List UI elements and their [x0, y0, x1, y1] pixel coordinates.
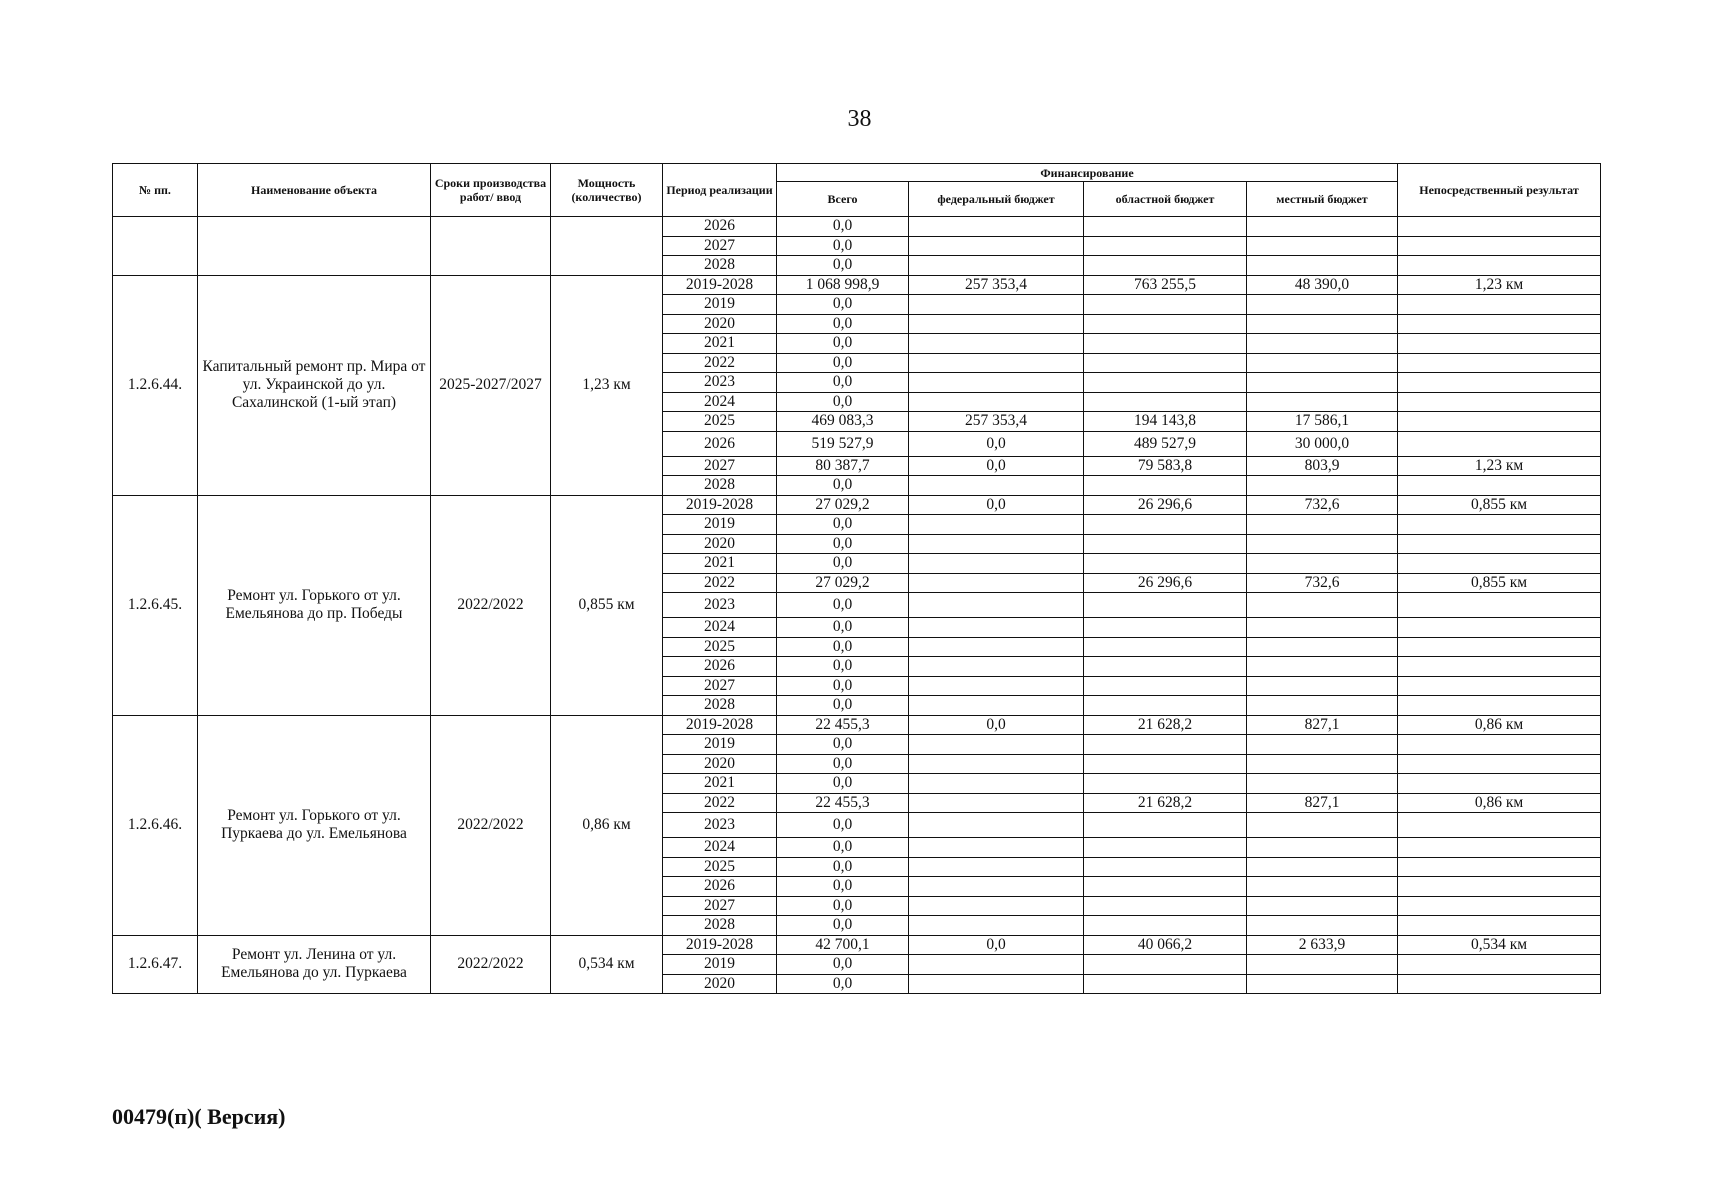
cell-local — [1247, 774, 1398, 794]
cell-regional: 79 583,8 — [1084, 456, 1247, 476]
object-power — [551, 217, 663, 276]
cell-result — [1398, 217, 1601, 237]
cell-federal — [909, 857, 1084, 877]
cell-total: 80 387,7 — [777, 456, 909, 476]
cell-local — [1247, 637, 1398, 657]
cell-total: 22 455,3 — [777, 793, 909, 813]
cell-total: 469 083,3 — [777, 412, 909, 432]
object-terms — [431, 217, 551, 276]
cell-local — [1247, 838, 1398, 858]
cell-total: 0,0 — [777, 392, 909, 412]
object-terms: 2022/2022 — [431, 935, 551, 994]
cell-federal — [909, 618, 1084, 638]
cell-period: 2022 — [663, 573, 777, 593]
cell-total: 0,0 — [777, 554, 909, 574]
cell-local — [1247, 916, 1398, 936]
cell-total: 0,0 — [777, 515, 909, 535]
cell-period: 2028 — [663, 256, 777, 276]
cell-result — [1398, 373, 1601, 393]
cell-federal — [909, 676, 1084, 696]
cell-result — [1398, 754, 1601, 774]
cell-local — [1247, 735, 1398, 755]
cell-period: 2027 — [663, 896, 777, 916]
cell-total: 0,0 — [777, 974, 909, 994]
cell-regional — [1084, 637, 1247, 657]
cell-result — [1398, 955, 1601, 975]
cell-regional — [1084, 657, 1247, 677]
cell-result — [1398, 813, 1601, 838]
object-name: Капитальный ремонт пр. Мира от ул. Украинской до ул. Сахалинской (1-ый этап) — [198, 275, 431, 495]
cell-regional: 21 628,2 — [1084, 715, 1247, 735]
cell-result — [1398, 534, 1601, 554]
cell-federal — [909, 754, 1084, 774]
cell-result — [1398, 334, 1601, 354]
object-name — [198, 217, 431, 276]
cell-total: 0,0 — [777, 373, 909, 393]
object-number: 1.2.6.47. — [113, 935, 198, 994]
cell-regional — [1084, 314, 1247, 334]
cell-local — [1247, 813, 1398, 838]
cell-regional: 763 255,5 — [1084, 275, 1247, 295]
object-name: Ремонт ул. Горького от ул. Пуркаева до ул. Емельянова — [198, 715, 431, 935]
header-power: Мощность (количество) — [551, 164, 663, 217]
cell-result — [1398, 676, 1601, 696]
cell-local — [1247, 676, 1398, 696]
cell-federal — [909, 593, 1084, 618]
cell-federal: 0,0 — [909, 715, 1084, 735]
cell-regional — [1084, 813, 1247, 838]
cell-total: 0,0 — [777, 754, 909, 774]
cell-federal — [909, 573, 1084, 593]
cell-regional — [1084, 877, 1247, 897]
cell-total: 0,0 — [777, 295, 909, 315]
header-terms: Сроки производства работ/ ввод — [431, 164, 551, 217]
cell-result: 0,855 км — [1398, 573, 1601, 593]
cell-period: 2023 — [663, 373, 777, 393]
cell-result — [1398, 735, 1601, 755]
cell-period: 2019 — [663, 955, 777, 975]
cell-regional — [1084, 735, 1247, 755]
cell-local — [1247, 534, 1398, 554]
object-power: 0,534 км — [551, 935, 663, 994]
cell-result — [1398, 637, 1601, 657]
cell-federal — [909, 877, 1084, 897]
cell-federal: 0,0 — [909, 456, 1084, 476]
cell-result — [1398, 353, 1601, 373]
cell-total: 519 527,9 — [777, 431, 909, 456]
cell-result — [1398, 476, 1601, 496]
cell-federal — [909, 813, 1084, 838]
cell-local — [1247, 334, 1398, 354]
cell-period: 2024 — [663, 618, 777, 638]
cell-federal: 0,0 — [909, 431, 1084, 456]
cell-result — [1398, 618, 1601, 638]
cell-total: 0,0 — [777, 813, 909, 838]
cell-total: 0,0 — [777, 896, 909, 916]
cell-period: 2019-2028 — [663, 715, 777, 735]
cell-local — [1247, 314, 1398, 334]
cell-federal — [909, 793, 1084, 813]
cell-local — [1247, 236, 1398, 256]
cell-total: 0,0 — [777, 657, 909, 677]
cell-period: 2028 — [663, 916, 777, 936]
cell-regional — [1084, 353, 1247, 373]
cell-total: 0,0 — [777, 955, 909, 975]
cell-result: 0,855 км — [1398, 495, 1601, 515]
cell-federal — [909, 353, 1084, 373]
cell-federal — [909, 314, 1084, 334]
table-row — [113, 275, 1601, 295]
cell-regional — [1084, 754, 1247, 774]
cell-result — [1398, 256, 1601, 276]
cell-result — [1398, 857, 1601, 877]
cell-federal: 0,0 — [909, 935, 1084, 955]
cell-regional — [1084, 618, 1247, 638]
cell-total: 0,0 — [777, 618, 909, 638]
cell-result — [1398, 916, 1601, 936]
cell-period: 2025 — [663, 637, 777, 657]
cell-total: 0,0 — [777, 476, 909, 496]
object-power: 0,86 км — [551, 715, 663, 935]
cell-regional — [1084, 373, 1247, 393]
object-power: 0,855 км — [551, 495, 663, 715]
cell-period: 2019 — [663, 735, 777, 755]
cell-regional — [1084, 217, 1247, 237]
cell-regional — [1084, 857, 1247, 877]
cell-period: 2026 — [663, 657, 777, 677]
table-row — [113, 495, 1601, 515]
cell-local: 17 586,1 — [1247, 412, 1398, 432]
cell-period: 2020 — [663, 974, 777, 994]
cell-regional — [1084, 974, 1247, 994]
cell-result — [1398, 838, 1601, 858]
cell-federal — [909, 896, 1084, 916]
cell-regional — [1084, 593, 1247, 618]
cell-total: 0,0 — [777, 334, 909, 354]
cell-period: 2028 — [663, 696, 777, 716]
cell-regional: 26 296,6 — [1084, 495, 1247, 515]
cell-result — [1398, 593, 1601, 618]
table-body — [113, 217, 1601, 994]
cell-local — [1247, 515, 1398, 535]
cell-result: 1,23 км — [1398, 275, 1601, 295]
cell-total: 0,0 — [777, 696, 909, 716]
cell-regional — [1084, 256, 1247, 276]
cell-local — [1247, 618, 1398, 638]
object-number — [113, 217, 198, 276]
cell-local — [1247, 295, 1398, 315]
cell-regional — [1084, 696, 1247, 716]
cell-result — [1398, 236, 1601, 256]
cell-period: 2022 — [663, 353, 777, 373]
cell-regional — [1084, 554, 1247, 574]
cell-regional — [1084, 392, 1247, 412]
cell-total: 0,0 — [777, 236, 909, 256]
object-terms: 2022/2022 — [431, 495, 551, 715]
cell-local — [1247, 955, 1398, 975]
cell-federal: 257 353,4 — [909, 412, 1084, 432]
cell-result — [1398, 295, 1601, 315]
cell-period: 2020 — [663, 534, 777, 554]
financing-table — [112, 163, 1601, 994]
cell-total: 0,0 — [777, 534, 909, 554]
cell-federal — [909, 696, 1084, 716]
cell-federal — [909, 392, 1084, 412]
cell-federal — [909, 657, 1084, 677]
cell-local — [1247, 373, 1398, 393]
cell-period: 2024 — [663, 838, 777, 858]
cell-regional — [1084, 916, 1247, 936]
cell-total: 0,0 — [777, 217, 909, 237]
cell-period: 2021 — [663, 334, 777, 354]
cell-result — [1398, 412, 1601, 432]
cell-result — [1398, 657, 1601, 677]
cell-federal — [909, 955, 1084, 975]
cell-period: 2027 — [663, 236, 777, 256]
cell-local — [1247, 353, 1398, 373]
cell-result: 0,86 км — [1398, 793, 1601, 813]
cell-local: 827,1 — [1247, 715, 1398, 735]
cell-period: 2023 — [663, 593, 777, 618]
cell-regional: 21 628,2 — [1084, 793, 1247, 813]
cell-total: 0,0 — [777, 838, 909, 858]
cell-result — [1398, 314, 1601, 334]
cell-federal — [909, 637, 1084, 657]
cell-federal — [909, 373, 1084, 393]
table-header — [113, 164, 1601, 217]
cell-local — [1247, 256, 1398, 276]
cell-federal — [909, 838, 1084, 858]
cell-total: 0,0 — [777, 314, 909, 334]
cell-total: 27 029,2 — [777, 573, 909, 593]
cell-total: 0,0 — [777, 857, 909, 877]
cell-federal — [909, 515, 1084, 535]
cell-period: 2019-2028 — [663, 275, 777, 295]
cell-result: 0,534 км — [1398, 935, 1601, 955]
cell-regional — [1084, 515, 1247, 535]
cell-period: 2019-2028 — [663, 495, 777, 515]
cell-total: 27 029,2 — [777, 495, 909, 515]
cell-total: 0,0 — [777, 676, 909, 696]
cell-result — [1398, 696, 1601, 716]
cell-federal — [909, 774, 1084, 794]
cell-regional: 40 066,2 — [1084, 935, 1247, 955]
object-name: Ремонт ул. Горького от ул. Емельянова до пр. Победы — [198, 495, 431, 715]
cell-federal — [909, 334, 1084, 354]
cell-period: 2023 — [663, 813, 777, 838]
header-total: Всего — [777, 182, 909, 217]
cell-local: 803,9 — [1247, 456, 1398, 476]
cell-result — [1398, 896, 1601, 916]
cell-local: 30 000,0 — [1247, 431, 1398, 456]
cell-federal — [909, 554, 1084, 574]
cell-total: 42 700,1 — [777, 935, 909, 955]
cell-period: 2019-2028 — [663, 935, 777, 955]
cell-local — [1247, 754, 1398, 774]
cell-local — [1247, 877, 1398, 897]
cell-local — [1247, 896, 1398, 916]
cell-result: 1,23 км — [1398, 456, 1601, 476]
cell-regional: 26 296,6 — [1084, 573, 1247, 593]
cell-regional — [1084, 896, 1247, 916]
header-financing: Финансирование — [777, 164, 1398, 182]
cell-local: 2 633,9 — [1247, 935, 1398, 955]
cell-period: 2022 — [663, 793, 777, 813]
cell-regional — [1084, 676, 1247, 696]
cell-total: 0,0 — [777, 353, 909, 373]
cell-result — [1398, 554, 1601, 574]
object-name: Ремонт ул. Ленина от ул. Емельянова до ул. Пуркаева — [198, 935, 431, 994]
header-period: Период реализации — [663, 164, 777, 217]
cell-local: 48 390,0 — [1247, 275, 1398, 295]
cell-regional — [1084, 838, 1247, 858]
cell-regional — [1084, 334, 1247, 354]
cell-period: 2020 — [663, 754, 777, 774]
cell-period: 2026 — [663, 877, 777, 897]
cell-total: 22 455,3 — [777, 715, 909, 735]
cell-total: 0,0 — [777, 256, 909, 276]
object-number: 1.2.6.45. — [113, 495, 198, 715]
cell-local — [1247, 392, 1398, 412]
cell-result — [1398, 515, 1601, 535]
cell-local: 732,6 — [1247, 573, 1398, 593]
cell-result — [1398, 877, 1601, 897]
cell-period: 2025 — [663, 857, 777, 877]
cell-period: 2027 — [663, 456, 777, 476]
header-federal: федеральный бюджет — [909, 182, 1084, 217]
cell-regional: 194 143,8 — [1084, 412, 1247, 432]
page-number: 38 — [847, 106, 872, 132]
cell-total: 0,0 — [777, 637, 909, 657]
object-power: 1,23 км — [551, 275, 663, 495]
cell-period: 2021 — [663, 554, 777, 574]
header-local: местный бюджет — [1247, 182, 1398, 217]
cell-period: 2020 — [663, 314, 777, 334]
cell-federal — [909, 974, 1084, 994]
cell-result — [1398, 974, 1601, 994]
cell-local: 732,6 — [1247, 495, 1398, 515]
cell-local — [1247, 696, 1398, 716]
cell-regional — [1084, 476, 1247, 496]
cell-federal: 0,0 — [909, 495, 1084, 515]
object-terms: 2025-2027/2027 — [431, 275, 551, 495]
header-no: № пп. — [113, 164, 198, 217]
cell-regional — [1084, 955, 1247, 975]
header-regional: областной бюджет — [1084, 182, 1247, 217]
cell-federal — [909, 735, 1084, 755]
cell-federal: 257 353,4 — [909, 275, 1084, 295]
cell-regional — [1084, 295, 1247, 315]
cell-local — [1247, 593, 1398, 618]
cell-result: 0,86 км — [1398, 715, 1601, 735]
object-number: 1.2.6.46. — [113, 715, 198, 935]
cell-period: 2019 — [663, 515, 777, 535]
cell-total: 0,0 — [777, 916, 909, 936]
cell-local — [1247, 217, 1398, 237]
cell-local: 827,1 — [1247, 793, 1398, 813]
object-terms: 2022/2022 — [431, 715, 551, 935]
cell-local — [1247, 857, 1398, 877]
cell-result — [1398, 431, 1601, 456]
cell-period: 2028 — [663, 476, 777, 496]
cell-total: 0,0 — [777, 774, 909, 794]
cell-period: 2027 — [663, 676, 777, 696]
cell-total: 0,0 — [777, 735, 909, 755]
cell-federal — [909, 476, 1084, 496]
cell-period: 2026 — [663, 431, 777, 456]
cell-period: 2026 — [663, 217, 777, 237]
cell-result — [1398, 774, 1601, 794]
cell-federal — [909, 217, 1084, 237]
financing-table-container — [112, 163, 1600, 994]
cell-local — [1247, 974, 1398, 994]
table-row — [113, 935, 1601, 955]
cell-total: 1 068 998,9 — [777, 275, 909, 295]
object-number: 1.2.6.44. — [113, 275, 198, 495]
cell-federal — [909, 236, 1084, 256]
cell-result — [1398, 392, 1601, 412]
cell-regional: 489 527,9 — [1084, 431, 1247, 456]
cell-federal — [909, 256, 1084, 276]
cell-period: 2024 — [663, 392, 777, 412]
cell-local — [1247, 476, 1398, 496]
cell-regional — [1084, 534, 1247, 554]
cell-regional — [1084, 774, 1247, 794]
cell-federal — [909, 295, 1084, 315]
cell-period: 2025 — [663, 412, 777, 432]
cell-total: 0,0 — [777, 877, 909, 897]
table-row — [113, 217, 1601, 237]
cell-federal — [909, 916, 1084, 936]
cell-local — [1247, 657, 1398, 677]
table-row — [113, 715, 1601, 735]
document-version-footer: 00479(п)( Версия) — [112, 1104, 286, 1129]
cell-local — [1247, 554, 1398, 574]
header-result: Непосредственный результат — [1398, 164, 1601, 217]
cell-period: 2019 — [663, 295, 777, 315]
cell-regional — [1084, 236, 1247, 256]
cell-total: 0,0 — [777, 593, 909, 618]
cell-federal — [909, 534, 1084, 554]
header-name: Наименование объекта — [198, 164, 431, 217]
cell-period: 2021 — [663, 774, 777, 794]
